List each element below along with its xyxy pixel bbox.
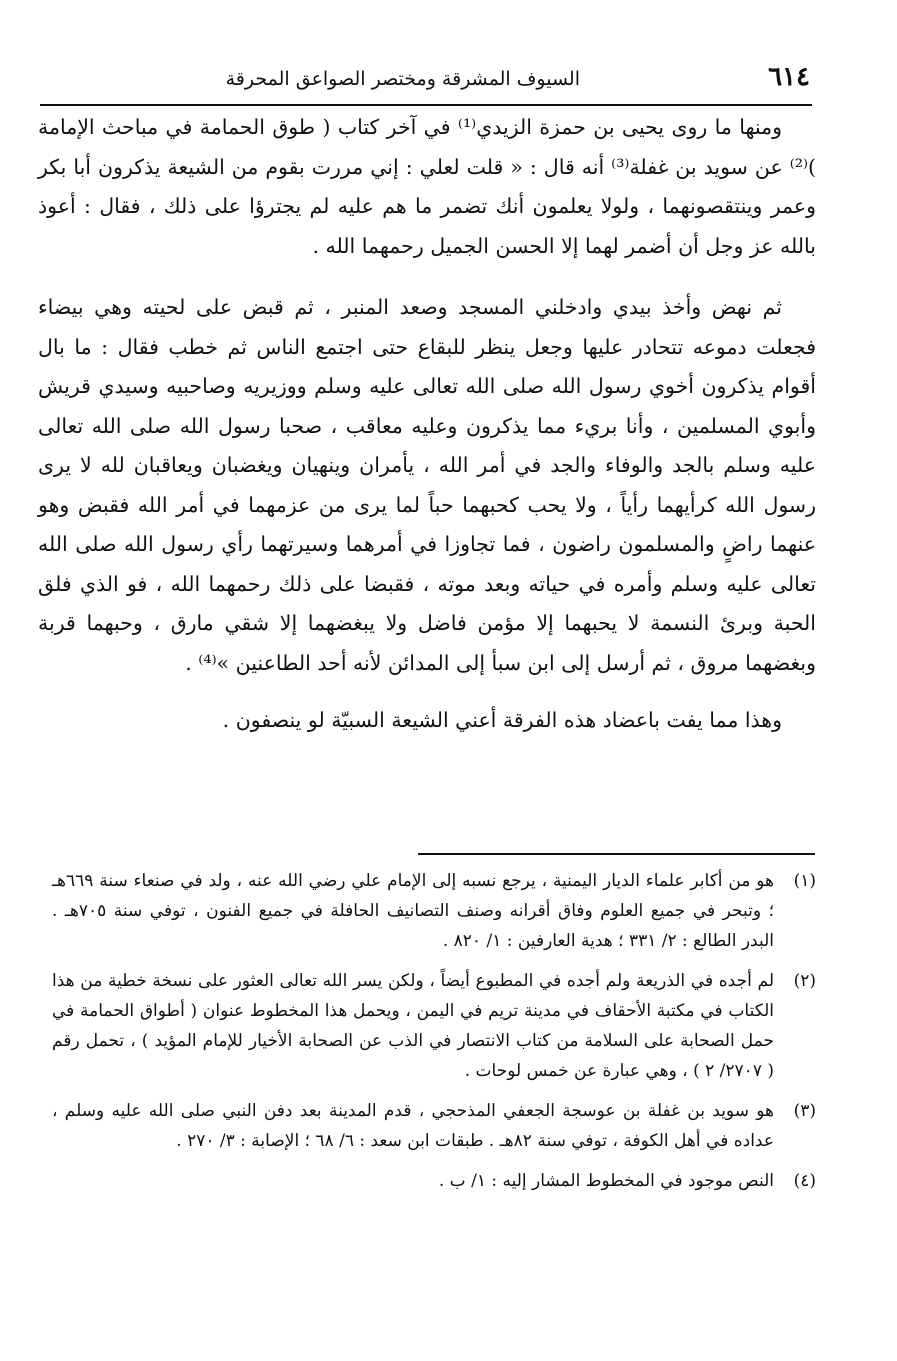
main-text <box>38 108 816 741</box>
footnote-rule <box>418 853 815 855</box>
footnote-3 <box>52 1096 816 1156</box>
footnote-text: لم أجده في الذريعة ولم أجده في المطبوع أيضاً ، ولكن يسر الله تعالى العثور على نسخة خطية من هذا الكتاب في مكتبة الأحقاف في مدينة تريم في اليمن ، ويحمل هذا المخطوط عنوان ( أطواق الحمامة في حمل الصحابة على السلامة من كتاب الانتصار في الذب عن الصحابة الأخيار للإمام المؤيد ) ، تحمل رقم ( ٢٧٠٧/ ٢ ) ، وهي عبارة عن خمس لوحات . <box>52 971 774 1081</box>
footnote-text: هو من أكابر علماء الديار اليمنية ، يرجع نسبه إلى الإمام علي رضي الله عنه ، ولد في صنعاء سنة ٦٦٩هـ ؛ وتبحر في جميع العلوم وفاق أقرانه وصنف التصانيف الحافلة في جميع الفنون ، توفي سنة ٧٠٥هـ . البدر الطالع : ٢/ ٣٣١ ؛ هدية العارفين : ١/ ٨٢٠ . <box>52 871 774 951</box>
paragraph-3: وهذا مما يفت باعضاد هذه الفرقة أعني الشيعة السبيّة لو ينصفون . <box>222 708 782 732</box>
footnote-number: (٢) <box>793 971 816 991</box>
footnote-2 <box>52 966 816 1086</box>
paragraph-1: ومنها ما روى يحيى بن حمزة الزيدي⁽¹⁾ في آخر كتاب ( طوق الحمامة في مباحث الإمامة )⁽²⁾ عن سويد بن غفلة⁽³⁾ أنه قال : « قلت لعلي : إني مررت بقوم من الشيعة يذكرون أبا بكر وعمر وينتقصونهما ، ولولا يعلمون أنك تضمر ما هم عليه لم يجترؤا على ذلك ، فقال : أعوذ بالله عز وجل أن أضمر لهما إلا الحسن الجميل رحمهما الله . <box>38 115 817 258</box>
footnotes <box>52 866 816 1206</box>
footnote-number: (٤) <box>793 1171 816 1191</box>
footnote-text: النص موجود في المخطوط المشار إليه : ١/ ب . <box>438 1171 774 1191</box>
page-number: ٦١٤ <box>768 62 810 92</box>
footnote-text: هو سويد بن غفلة بن عوسجة الجعفي المذحجي ، قدم المدينة بعد دفن النبي صلى الله عليه وسلم ، عداده في أهل الكوفة ، توفي سنة ٨٢هـ . طبقات ابن سعد : ٦/ ٦٨ ؛ الإصابة : ٣/ ٢٧٠ . <box>52 1101 774 1151</box>
paragraph-2: ثم نهض وأخذ بيدي وادخلني المسجد وصعد المنبر ، ثم قبض على لحيته وهي بيضاء فجعلت دموعه تتحادر عليها وجعل ينظر للبقاع حتى اجتمع الناس ثم خطب فقال : ما بال أقوام يذكرون أخوي رسول الله صلى الله تعالى عليه وسلم ووزيريه وصاحبيه وسيدي قريش وأبوي المسلمين ، وأنا بريء مما يذكرون وعليه معاقب ، صحبا رسول الله صلى الله تعالى عليه وسلم بالجد والوفاء والجد في أمر الله ، يأمران وينهيان ويغضبان ويعاقبان لله لا يرى رسول الله كرأيهما رأياً ، ولا يحب كحبهما حباً لما يرى من عزمهما في أمر الله فقبض وهو عنهما راضٍ والمسلمون راضون ، فما تجاوزا في أمرهما وسيرتهما رأي رسول الله صلى الله تعالى عليه وسلم وأمره في حياته وبعد موته ، فقبضا على ذلك رحمهما الله ، فو الذي فلق الحبة وبرئ النسمة لا يحبهما إلا مؤمن فاضل ولا يبغضهما إلا شقي مارق ، وحبهما قربة وبغضهما مروق ، ثم أرسل إلى ابن سبأ إلى المدائن لأنه أحد الطاعنين »⁽⁴⁾ . <box>38 295 816 675</box>
running-title: السيوف المشرقة ومختصر الصواعق المحرقة <box>225 68 580 90</box>
footnote-number: (٣) <box>793 1101 816 1121</box>
footnote-4 <box>52 1166 816 1196</box>
header-rule <box>40 104 812 106</box>
footnote-1 <box>52 866 816 956</box>
page-header <box>40 60 810 102</box>
footnote-number: (١) <box>793 871 816 891</box>
